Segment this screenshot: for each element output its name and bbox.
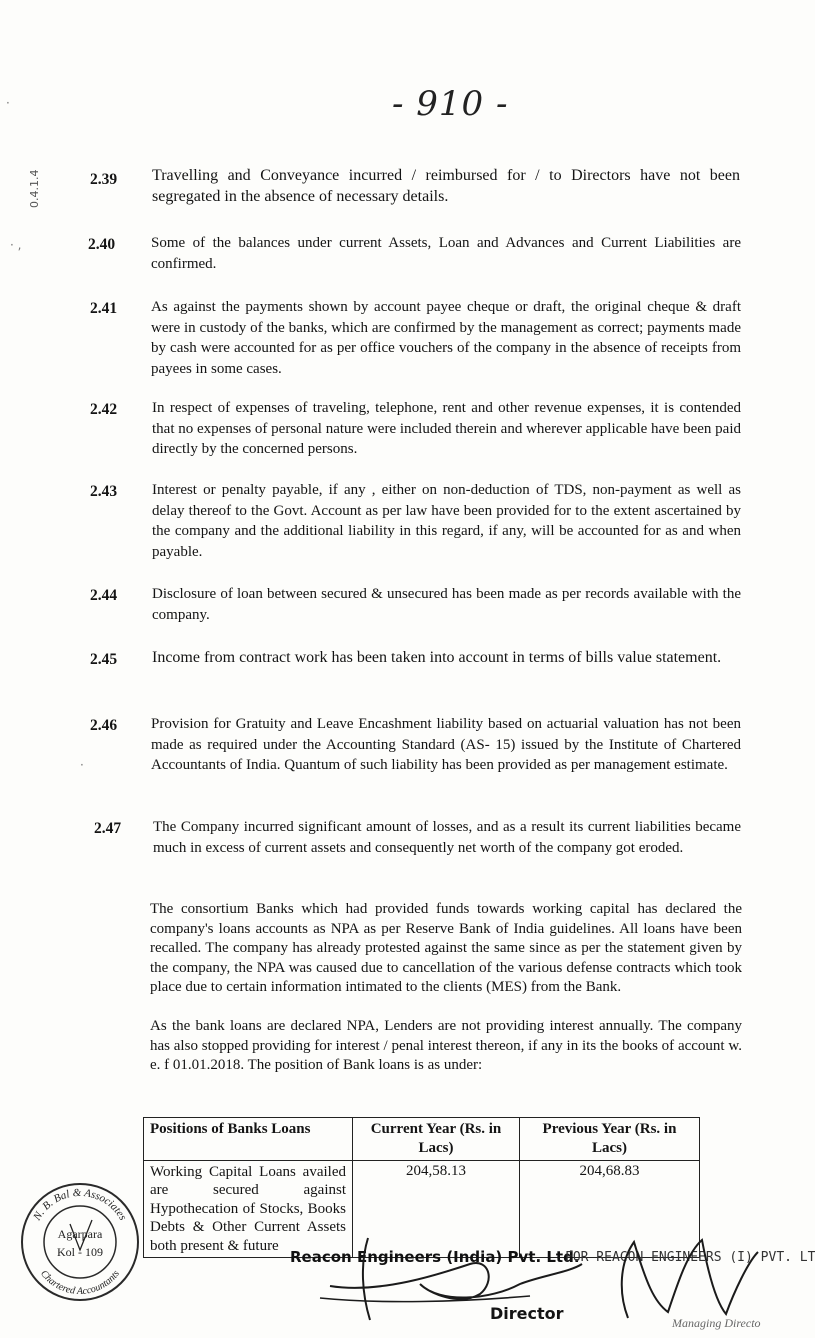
company-stamp-secondary: FOR REACON ENGINEERS (I) PVT. LT xyxy=(565,1250,815,1265)
note-number: 2.46 xyxy=(90,717,118,734)
company-stamp: Reacon Engineers (India) Pvt. Ltd. xyxy=(290,1248,580,1266)
note-number: 2.47 xyxy=(94,820,122,837)
page-number: - 910 - xyxy=(392,84,509,124)
scan-speck: · xyxy=(6,96,10,110)
header-previous-year xyxy=(520,1118,700,1161)
current-year-value: 204,58.13 xyxy=(353,1161,520,1258)
note-number: 2.41 xyxy=(90,300,118,317)
signatory-managing-director: Managing Directo xyxy=(672,1316,761,1330)
note-text: In respect of expenses of traveling, telephone, rent and other revenue expenses, it is contended that no expenses of personal nature were included therein and wherever applicable have been paid directly by the concerned persons. xyxy=(152,400,741,457)
note-text: Some of the balances under current Assets, Loan and Advances and Current Liabilities are confirmed. xyxy=(151,235,741,272)
interest-paragraph: As the bank loans are declared NPA, Lenders are not providing interest annually. The company has also stopped providing for interest / penal interest thereon, if any in its the books of account w. e. f 01.01.2018. The position of Bank loans is as under: xyxy=(150,1018,742,1074)
note-text: Provision for Gratuity and Leave Encashment liability based on actuarial valuation has not been made as required under the Accounting Standard (AS- 15) issued by the Institute of Chartered Accountants of India. Quantum of such liability has been provided as per management estimate. xyxy=(151,716,741,773)
note-text: As against the payments shown by account payee cheque or draft, the original cheque & draft were in custody of the banks, which are confirmed by the management as correct; payments made by cash were accounted for as per office vouchers of the company in the absence of receipts from payees in some cases. xyxy=(151,299,741,377)
header-current-year xyxy=(353,1118,520,1161)
table-header-row xyxy=(144,1118,700,1161)
seal-top-text: N. B. Bal & Associates xyxy=(31,1186,129,1223)
note-number: 2.43 xyxy=(90,483,118,500)
scan-speck: · xyxy=(80,758,84,772)
signatory-director: Director xyxy=(490,1304,564,1323)
previous-year-value: 204,68.83 xyxy=(520,1161,700,1258)
loan-description: Working Capital Loans availed are secured against Hypothecation of Stocks, Books Debts & Other Current Assets both present & future xyxy=(144,1161,353,1258)
note-number: 2.39 xyxy=(90,171,118,188)
note-text: The Company incurred significant amount of losses, and as a result its current liabilities became much in excess of current assets and consequently net worth of the company got eroded. xyxy=(153,819,741,856)
note-text: Interest or penalty payable, if any , either on non-deduction of TDS, non-payment as well as delay thereof to the Govt. Account as per law have been provided for to the extent ascertained by the company and the additional liability in this regard, if any, will be accounted for as and when payable. xyxy=(152,482,741,560)
note-text: Travelling and Conveyance incurred / reimbursed for / to Directors have not been segregated in the absence of necessary details. xyxy=(152,167,740,205)
note-text: Disclosure of loan between secured & unsecured has been made as per records available with the company. xyxy=(152,586,741,623)
note-number: 2.40 xyxy=(88,236,116,253)
note-text: Income from contract work has been taken into account in terms of bills value statement. xyxy=(152,649,722,666)
margin-annotation: 0.4.1.4 xyxy=(28,169,41,208)
note-number: 2.44 xyxy=(90,587,118,604)
header-current-year-text: Current Year (Rs. in Lacs) xyxy=(370,1121,502,1156)
svg-text:N. B. Bal & Associates xyxy=(31,1187,129,1224)
seal-center-line1: Agarpara xyxy=(57,1227,103,1241)
seal-center-line2: Kol - 109 xyxy=(57,1245,103,1259)
header-previous-year-text: Previous Year (Rs. in Lacs) xyxy=(542,1121,677,1156)
scan-speck: · , xyxy=(10,238,22,252)
header-positions: Positions of Banks Loans xyxy=(144,1118,353,1161)
seal-bottom-text: Chartered Accountants xyxy=(38,1268,122,1298)
auditor-seal xyxy=(18,1180,142,1304)
note-number: 2.42 xyxy=(90,401,118,418)
npa-paragraph: The consortium Banks which had provided funds towards working capital has declared the company's loans accounts as NPA as per Reserve Bank of India guidelines. All loans have been recalled. The company has already protested against the same since as per the statement given by the company, the NPA was caused due to cancellation of the various defense contracts which took place due to certain information intimated to the clients (MES) from the Bank. xyxy=(150,901,742,996)
note-number: 2.45 xyxy=(90,651,118,668)
